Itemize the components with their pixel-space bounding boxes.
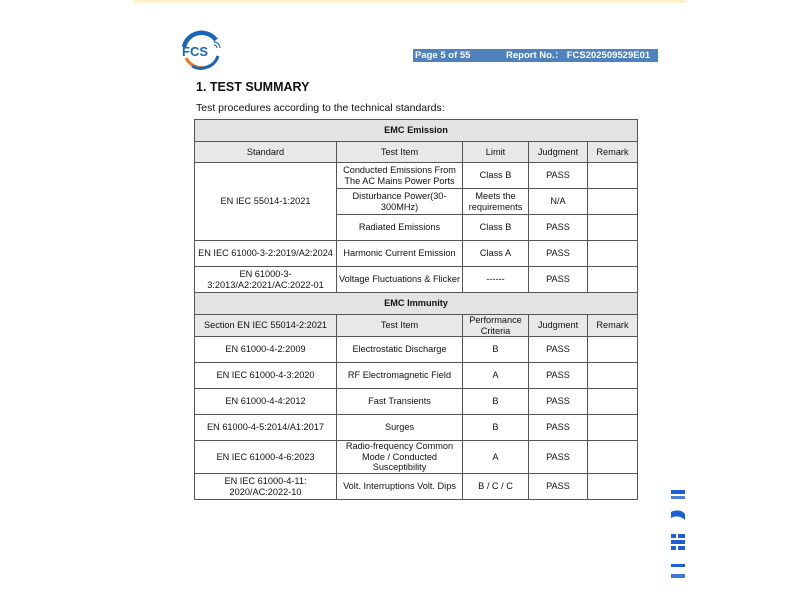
column-header: Judgment bbox=[529, 142, 588, 163]
judgment-cell: PASS bbox=[529, 389, 588, 415]
remark-cell bbox=[588, 215, 638, 241]
report-number: Report No.： FCS202509529E01 bbox=[506, 50, 651, 61]
remark-cell bbox=[588, 415, 638, 441]
side-watermark-graphic bbox=[668, 490, 688, 585]
emission-header-row bbox=[195, 142, 638, 163]
judgment-cell: PASS bbox=[529, 215, 588, 241]
standard-cell: EN IEC 61000-4-6:2023 bbox=[195, 441, 337, 474]
standard-cell: EN IEC 61000-3-2:2019/A2:2024 bbox=[195, 241, 337, 267]
limit-cell: Class B bbox=[463, 163, 529, 189]
svg-text:FCS: FCS bbox=[182, 44, 208, 59]
remark-cell bbox=[588, 363, 638, 389]
standard-cell: EN IEC 61000-4-3:2020 bbox=[195, 363, 337, 389]
criteria-cell: B bbox=[463, 337, 529, 363]
judgment-cell: PASS bbox=[529, 337, 588, 363]
test-item-cell: Radiated Emissions bbox=[337, 215, 463, 241]
table-row bbox=[195, 363, 638, 389]
immunity-title: EMC Immunity bbox=[195, 293, 638, 315]
column-header: Test Item bbox=[337, 142, 463, 163]
judgment-cell: N/A bbox=[529, 189, 588, 215]
table-row bbox=[195, 337, 638, 363]
criteria-cell: B / C / C bbox=[463, 474, 529, 500]
remark-cell bbox=[588, 267, 638, 293]
test-item-cell: Electrostatic Discharge bbox=[337, 337, 463, 363]
judgment-cell: PASS bbox=[529, 474, 588, 500]
emission-section-row bbox=[195, 120, 638, 142]
test-item-cell: Volt. Interruptions Volt. Dips bbox=[337, 474, 463, 500]
table-row bbox=[195, 474, 638, 500]
column-header: Remark bbox=[588, 142, 638, 163]
emission-title: EMC Emission bbox=[195, 120, 638, 142]
section-title: 1. TEST SUMMARY bbox=[196, 80, 310, 94]
remark-cell bbox=[588, 474, 638, 500]
column-header: Remark bbox=[588, 315, 638, 337]
fcs-logo bbox=[178, 28, 224, 74]
criteria-cell: A bbox=[463, 441, 529, 474]
limit-cell: Meets the requirements bbox=[463, 189, 529, 215]
page-banner bbox=[413, 49, 658, 62]
criteria-cell: B bbox=[463, 415, 529, 441]
remark-cell bbox=[588, 337, 638, 363]
column-header: Judgment bbox=[529, 315, 588, 337]
top-edge-strip bbox=[133, 0, 686, 3]
remark-cell bbox=[588, 389, 638, 415]
judgment-cell: PASS bbox=[529, 241, 588, 267]
standard-cell: EN IEC 61000-4-11: 2020/AC:2022-10 bbox=[195, 474, 337, 500]
table-row bbox=[195, 163, 638, 189]
remark-cell bbox=[588, 163, 638, 189]
column-header: Section EN IEC 55014-2:2021 bbox=[195, 315, 337, 337]
standard-cell: EN 61000-4-2:2009 bbox=[195, 337, 337, 363]
column-header: Test Item bbox=[337, 315, 463, 337]
test-item-cell: Voltage Fluctuations & Flicker bbox=[337, 267, 463, 293]
table-row bbox=[195, 267, 638, 293]
table-row bbox=[195, 415, 638, 441]
section-intro: Test procedures according to the technical standards: bbox=[196, 102, 445, 114]
standard-cell: EN IEC 55014-1:2021 bbox=[195, 163, 337, 241]
judgment-cell: PASS bbox=[529, 415, 588, 441]
standard-cell: EN 61000-4-5:2014/A1:2017 bbox=[195, 415, 337, 441]
criteria-cell: A bbox=[463, 363, 529, 389]
test-item-cell: Conducted Emissions From The AC Mains Power Ports bbox=[337, 163, 463, 189]
column-header: Limit bbox=[463, 142, 529, 163]
table-row bbox=[195, 441, 638, 474]
limit-cell: Class A bbox=[463, 241, 529, 267]
column-header: Performance Criteria bbox=[463, 315, 529, 337]
column-header: Standard bbox=[195, 142, 337, 163]
judgment-cell: PASS bbox=[529, 163, 588, 189]
test-item-cell: Disturbance Power(30-300MHz) bbox=[337, 189, 463, 215]
page-number: Page 5 of 55 bbox=[415, 50, 471, 61]
remark-cell bbox=[588, 189, 638, 215]
remark-cell bbox=[588, 241, 638, 267]
limit-cell: Class B bbox=[463, 215, 529, 241]
limit-cell: ------ bbox=[463, 267, 529, 293]
test-item-cell: RF Electromagnetic Field bbox=[337, 363, 463, 389]
test-item-cell: Surges bbox=[337, 415, 463, 441]
judgment-cell: PASS bbox=[529, 267, 588, 293]
test-item-cell: Fast Transients bbox=[337, 389, 463, 415]
remark-cell bbox=[588, 441, 638, 474]
judgment-cell: PASS bbox=[529, 363, 588, 389]
standard-cell: EN 61000-3-3:2013/A2:2021/AC:2022-01 bbox=[195, 267, 337, 293]
test-item-cell: Harmonic Current Emission bbox=[337, 241, 463, 267]
judgment-cell: PASS bbox=[529, 441, 588, 474]
criteria-cell: B bbox=[463, 389, 529, 415]
test-item-cell: Radio-frequency Common Mode / Conducted Susceptibility bbox=[337, 441, 463, 474]
table-row bbox=[195, 241, 638, 267]
standard-cell: EN 61000-4-4:2012 bbox=[195, 389, 337, 415]
immunity-section-row bbox=[195, 293, 638, 315]
immunity-header-row bbox=[195, 315, 638, 337]
table-row bbox=[195, 389, 638, 415]
test-summary-table bbox=[194, 119, 638, 500]
